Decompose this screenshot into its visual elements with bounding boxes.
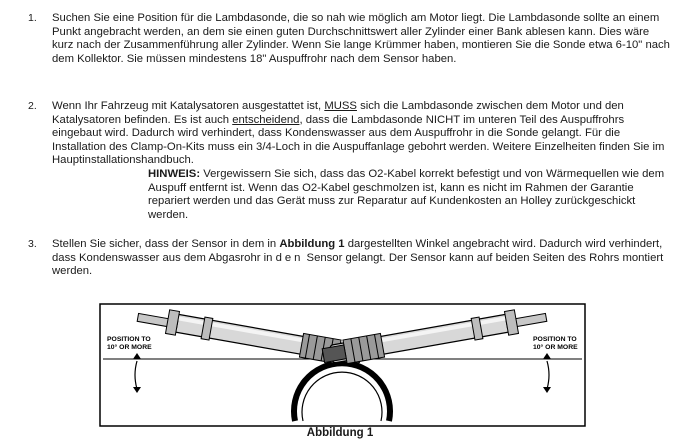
left-label-line-2: 10° OR MORE: [107, 344, 152, 351]
left-label-line-1: POSITION TO: [107, 336, 151, 343]
right-label-line-1: POSITION TO: [533, 336, 577, 343]
paragraph-3-text-b: dargestellten Winkel angebracht wird. Dadurch wird verhindert, dass Kondenswasser aus dem Abgasrohr in: [52, 238, 663, 264]
figure-caption: Abbildung 1: [306, 427, 374, 439]
list-number-2: 2.: [28, 100, 37, 112]
paragraph-2-text-c: , dass die Lambdasonde NICHT im unteren Teil des Auspuffrohrs eingebaut wird. Dadurch wird verhindert, dass Kondenswasser aus dem Auspuffrohr in die Sonde gelangt. Für die Installation des Clamp-On-Kits muss ein 3/4-Loch in die Auspuffanlage gebohrt werden. Weitere Einzelheiten finden Sie im Hauptinstallationshandbuch.: [52, 113, 665, 167]
emphasis-entscheidend: entscheidend: [232, 113, 300, 126]
sensor-angle-diagram: [99, 303, 586, 427]
spaced-word: den: [275, 251, 304, 264]
list-number-1: 1.: [28, 12, 37, 24]
emphasis-muss: MUSS: [324, 100, 357, 112]
hint-note: [148, 168, 674, 222]
paragraph-3-text-a: Stellen Sie sicher, dass der Sensor in dem in: [52, 238, 280, 250]
figure-reference: Abbildung 1: [279, 238, 345, 250]
right-label-line-2: 10° OR MORE: [533, 344, 578, 351]
paragraph-2-text-a: Wenn Ihr Fahrzeug mit Katalysatoren ausgestattet ist,: [52, 100, 325, 112]
paragraph-3-text-c: Sensor gelangt. Der Sensor kann auf beiden Seiten des Rohrs montiert werden.: [52, 251, 664, 278]
paragraph-2-text-b: sich die Lambdasonde zwischen dem Motor und den Katalysatoren befinden. Es ist auch: [52, 100, 624, 126]
hint-text: Vergewissern Sie sich, dass das O2-Kabel korrekt befestigt und von Wärmequellen wie dem Auspuff entfernt ist. Wenn das O2-Kabel geschmolzen ist, kann es nicht im Rahmen der Garantie repariert werden und das Gerät muss zur Reparatur auf Kundenkosten an Holley zurückgeschickt werden.: [148, 168, 665, 221]
list-number-3: 3.: [28, 238, 37, 250]
hint-label: HINWEIS:: [148, 168, 201, 180]
paragraph-2: [52, 100, 672, 168]
paragraph-3: [52, 238, 672, 279]
paragraph-1: Suchen Sie eine Position für die Lambdasonde, die so nah wie möglich am Motor liegt. Die Lambdasonde sollte an einem Punkt angebracht werden, an dem sie einen guten Durchschnittswert aller Zylinder einer Bank ablesen kann. Dies wäre kurz nach der Zusammenführung aller Zylinder. Wenn Sie lange Krümmer haben, montieren Sie die Sonde etwa 6-10" nach dem Kollektor. Sie müssen mindestens 18" Auspuffrohr nach dem Sensor haben.: [52, 12, 670, 65]
